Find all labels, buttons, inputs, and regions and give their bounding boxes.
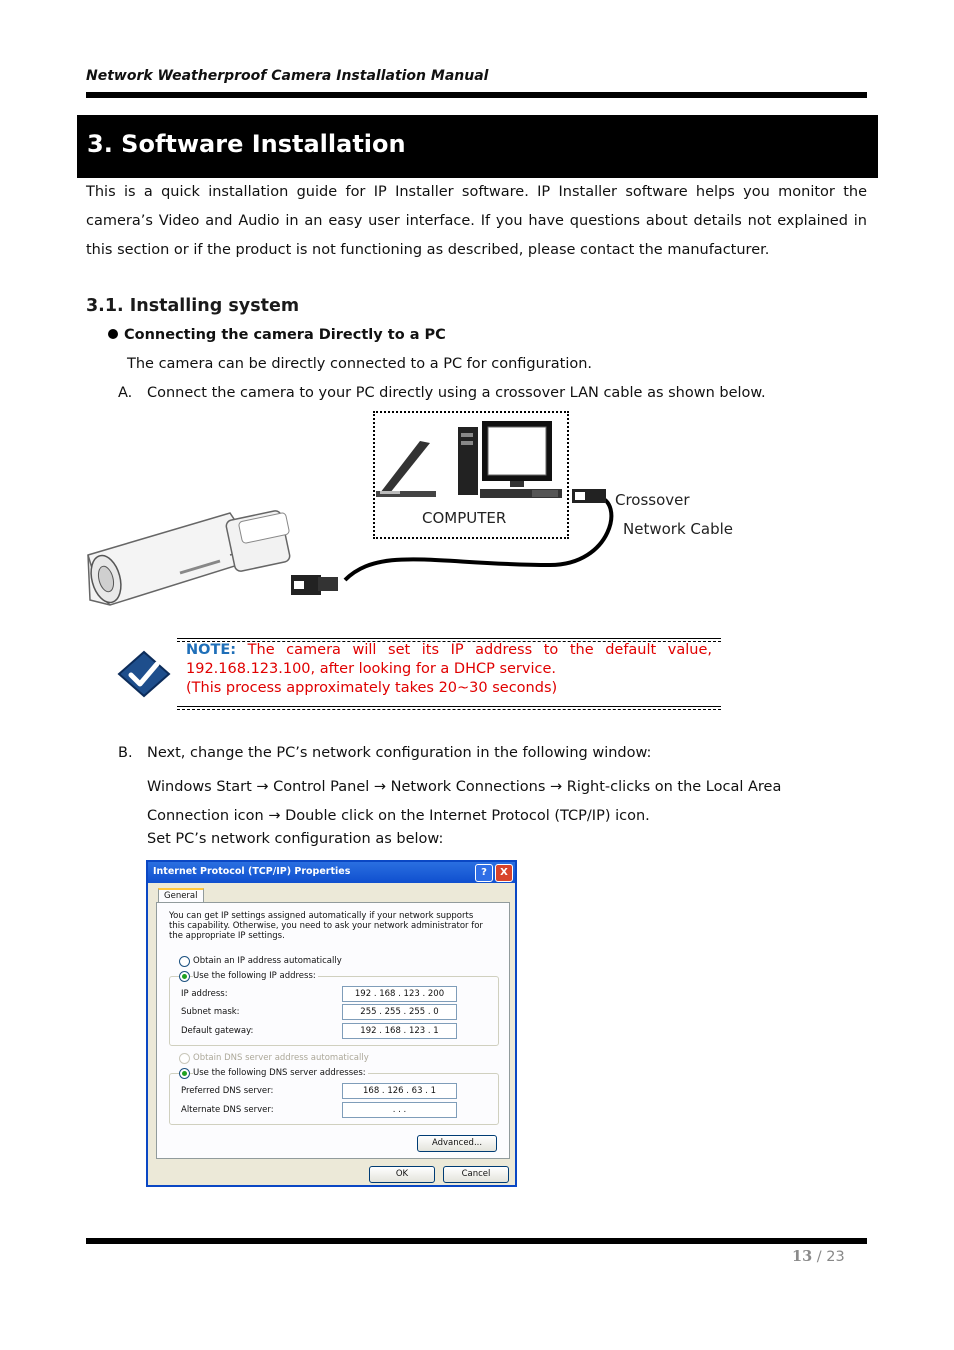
note-sub: (This process approximately takes 20~30 seconds) xyxy=(186,680,558,696)
bullet-title: Connecting the camera Directly to a PC xyxy=(124,327,446,343)
section-title-bar xyxy=(77,115,878,178)
subnet-mask-field[interactable]: 255 . 255 . 255 . 0 xyxy=(342,1004,457,1020)
header-rule xyxy=(86,92,867,98)
advanced-button[interactable]: Advanced... xyxy=(417,1135,497,1152)
default-gateway-label: Default gateway: xyxy=(181,1026,254,1036)
running-header: Network Weatherproof Camera Installation Manual xyxy=(86,68,489,84)
tab-general[interactable]: General xyxy=(158,888,204,904)
dialog-description: You can get IP settings assigned automatically if your network supports this capability. Otherwise, you need to ask your network administrator for the appropriate IP settings. xyxy=(169,911,483,941)
section-title: 3. Software Installation xyxy=(87,130,406,158)
intro-paragraph: This is a quick installation guide for IP Installer software. IP Installer software helps you monitor the camera’s Video and Audio in an easy user interface. If you have questions about details not explained in this section or if the product is not functioning as described, please contact the manufacturer. xyxy=(86,184,867,258)
ok-button[interactable]: OK xyxy=(369,1166,435,1183)
step-a-label: A. xyxy=(118,385,133,401)
bullet-heading xyxy=(108,327,446,343)
default-gateway-field[interactable]: 192 . 168 . 123 . 1 xyxy=(342,1023,457,1039)
dialog-titlebar xyxy=(148,862,515,883)
radio-obtain-dns-label: Obtain DNS server address automatically xyxy=(193,1053,369,1063)
bullet-dot-icon xyxy=(108,329,118,339)
bullet-text: The camera can be directly connected to a PC for configuration. xyxy=(127,356,593,372)
ip-address-label: IP address: xyxy=(181,989,228,999)
computer-label: COMPUTER xyxy=(422,509,507,527)
step-b-set: Set PC’s network configuration as below: xyxy=(147,831,444,847)
footer-rule xyxy=(86,1238,867,1244)
step-a-text: Connect the camera to your PC directly using a crossover LAN cable as shown below. xyxy=(147,385,766,401)
radio-use-dns-label: Use the following DNS server addresses: xyxy=(193,1068,366,1078)
preferred-dns-field[interactable]: 168 . 126 . 63 . 1 xyxy=(342,1083,457,1099)
note-label: NOTE: xyxy=(186,642,237,658)
close-button[interactable]: X xyxy=(495,864,513,882)
page-total: 23 xyxy=(826,1249,845,1265)
radio-use-ip-label: Use the following IP address: xyxy=(193,971,316,981)
note-box xyxy=(186,641,712,698)
alternate-dns-label: Alternate DNS server: xyxy=(181,1105,274,1115)
cable-label-line1: Crossover xyxy=(615,491,690,509)
checkmark-icon xyxy=(117,650,171,698)
step-b-path: Windows Start → Control Panel → Network Connections → Right-clicks on the Local Area Connection icon → Double click on the Internet Protocol (TCP/IP) icon. xyxy=(147,779,782,824)
tcpip-dialog xyxy=(146,860,517,1187)
radio-obtain-dns[interactable] xyxy=(179,1053,190,1064)
ip-address-field[interactable]: 192 . 168 . 123 . 200 xyxy=(342,986,457,1002)
subnet-mask-label: Subnet mask: xyxy=(181,1007,240,1017)
help-button[interactable]: ? xyxy=(475,864,493,882)
radio-use-dns[interactable] xyxy=(179,1068,190,1079)
camera-icon xyxy=(86,510,291,606)
cable-label-line2: Network Cable xyxy=(623,520,733,538)
alternate-dns-field[interactable]: . . . xyxy=(342,1102,457,1118)
radio-use-ip[interactable] xyxy=(179,971,190,982)
rj45-plug-pc-icon xyxy=(572,489,606,503)
page-number xyxy=(792,1248,845,1265)
preferred-dns-label: Preferred DNS server: xyxy=(181,1086,274,1096)
step-b-label: B. xyxy=(118,745,133,761)
step-b-text: Next, change the PC’s network configuration in the following window: xyxy=(147,745,652,761)
radio-obtain-ip[interactable] xyxy=(179,956,190,967)
cancel-button[interactable]: Cancel xyxy=(443,1166,509,1183)
dialog-title: Internet Protocol (TCP/IP) Properties xyxy=(153,866,351,877)
page-current: 13 xyxy=(792,1248,813,1265)
radio-obtain-ip-label: Obtain an IP address automatically xyxy=(193,956,342,966)
page-separator: / xyxy=(812,1249,827,1265)
subsection-title: 3.1. Installing system xyxy=(86,296,300,316)
general-panel xyxy=(156,902,510,1159)
note-bottom-rule xyxy=(177,706,721,710)
note-text: The camera will set its IP address to the default value, 192.168.123.100, after looking for a DHCP service. xyxy=(186,642,712,677)
rj45-plug-camera-icon xyxy=(291,575,338,595)
